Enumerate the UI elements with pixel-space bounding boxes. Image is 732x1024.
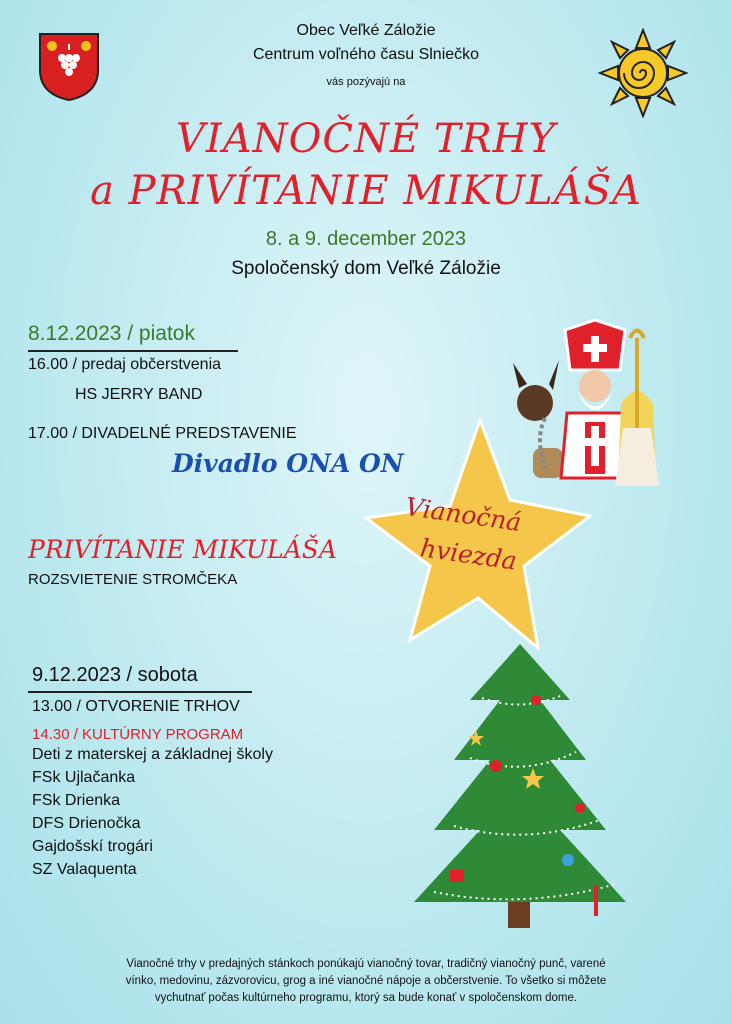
coat-of-arms-icon <box>38 32 100 102</box>
program-item-3: FSk Drienka <box>32 792 121 809</box>
title-line-1: VIANOČNÉ TRHY <box>176 116 556 162</box>
christmas-tree-icon <box>410 640 630 930</box>
day1-item-theatre-name: Divadlo ONA ON <box>172 449 404 478</box>
program-item-5: Gajdošskí trogári <box>32 838 153 855</box>
footer-line-2: vínko, medovinu, zázvorovicu, grog a iné vianočné nápoje a občerstvenie. To všetko si môžete <box>125 975 607 987</box>
star-icon <box>342 418 592 650</box>
footer-line-3: vychutnať počas kultúrneho programu, ktorý sa bude konať v spoločenskom dome. <box>154 992 578 1004</box>
day2-program-title: 14.30 / KULTÚRNY PROGRAM <box>32 726 244 743</box>
organizer-line-1: Obec Veľké Záložie <box>296 22 436 39</box>
footer-line-1: Vianočné trhy v predajných stánkoch ponúkajú vianočný tovar, tradičný vianočný punč, varené <box>126 958 606 970</box>
invite-text: vás pozývajú na <box>326 76 406 88</box>
event-venue: Spoločenský dom Veľké Záložie <box>231 258 501 279</box>
program-item-1: Deti z materskej a základnej školy <box>32 746 273 763</box>
day1-item-refreshments: 16.00 / predaj občerstvenia <box>28 356 222 373</box>
event-date: 8. a 9. december 2023 <box>265 228 467 250</box>
day1-item-band: HS JERRY BAND <box>75 386 203 403</box>
day2-underline <box>28 691 252 693</box>
program-item-6: SZ Valaquenta <box>32 861 137 878</box>
title-line-2: a PRIVÍTANIE MIKULÁŠA <box>90 168 642 214</box>
day1-underline <box>28 350 238 352</box>
day1-item-mikulas: PRIVÍTANIE MIKULÁŠA <box>28 535 337 564</box>
star-text-line-1: Vianočná <box>403 492 524 537</box>
star-text-line-2: hviezda <box>418 533 519 576</box>
day2-opening: 13.00 / OTVORENIE TRHOV <box>32 698 240 715</box>
day1-heading: 8.12.2023 / piatok <box>28 322 195 345</box>
organizer-line-2: Centrum voľného času Slniečko <box>252 46 480 63</box>
day1-item-theatre: 17.00 / DIVADELNÉ PREDSTAVENIE <box>28 425 297 442</box>
program-item-2: FSk Ujlačanka <box>32 769 136 786</box>
day1-item-tree-lighting: ROZSVIETENIE STROMČEKA <box>28 571 238 588</box>
sun-logo-icon <box>598 28 688 118</box>
day2-heading: 9.12.2023 / sobota <box>32 664 198 686</box>
program-item-4: DFS Drienočka <box>32 815 141 832</box>
